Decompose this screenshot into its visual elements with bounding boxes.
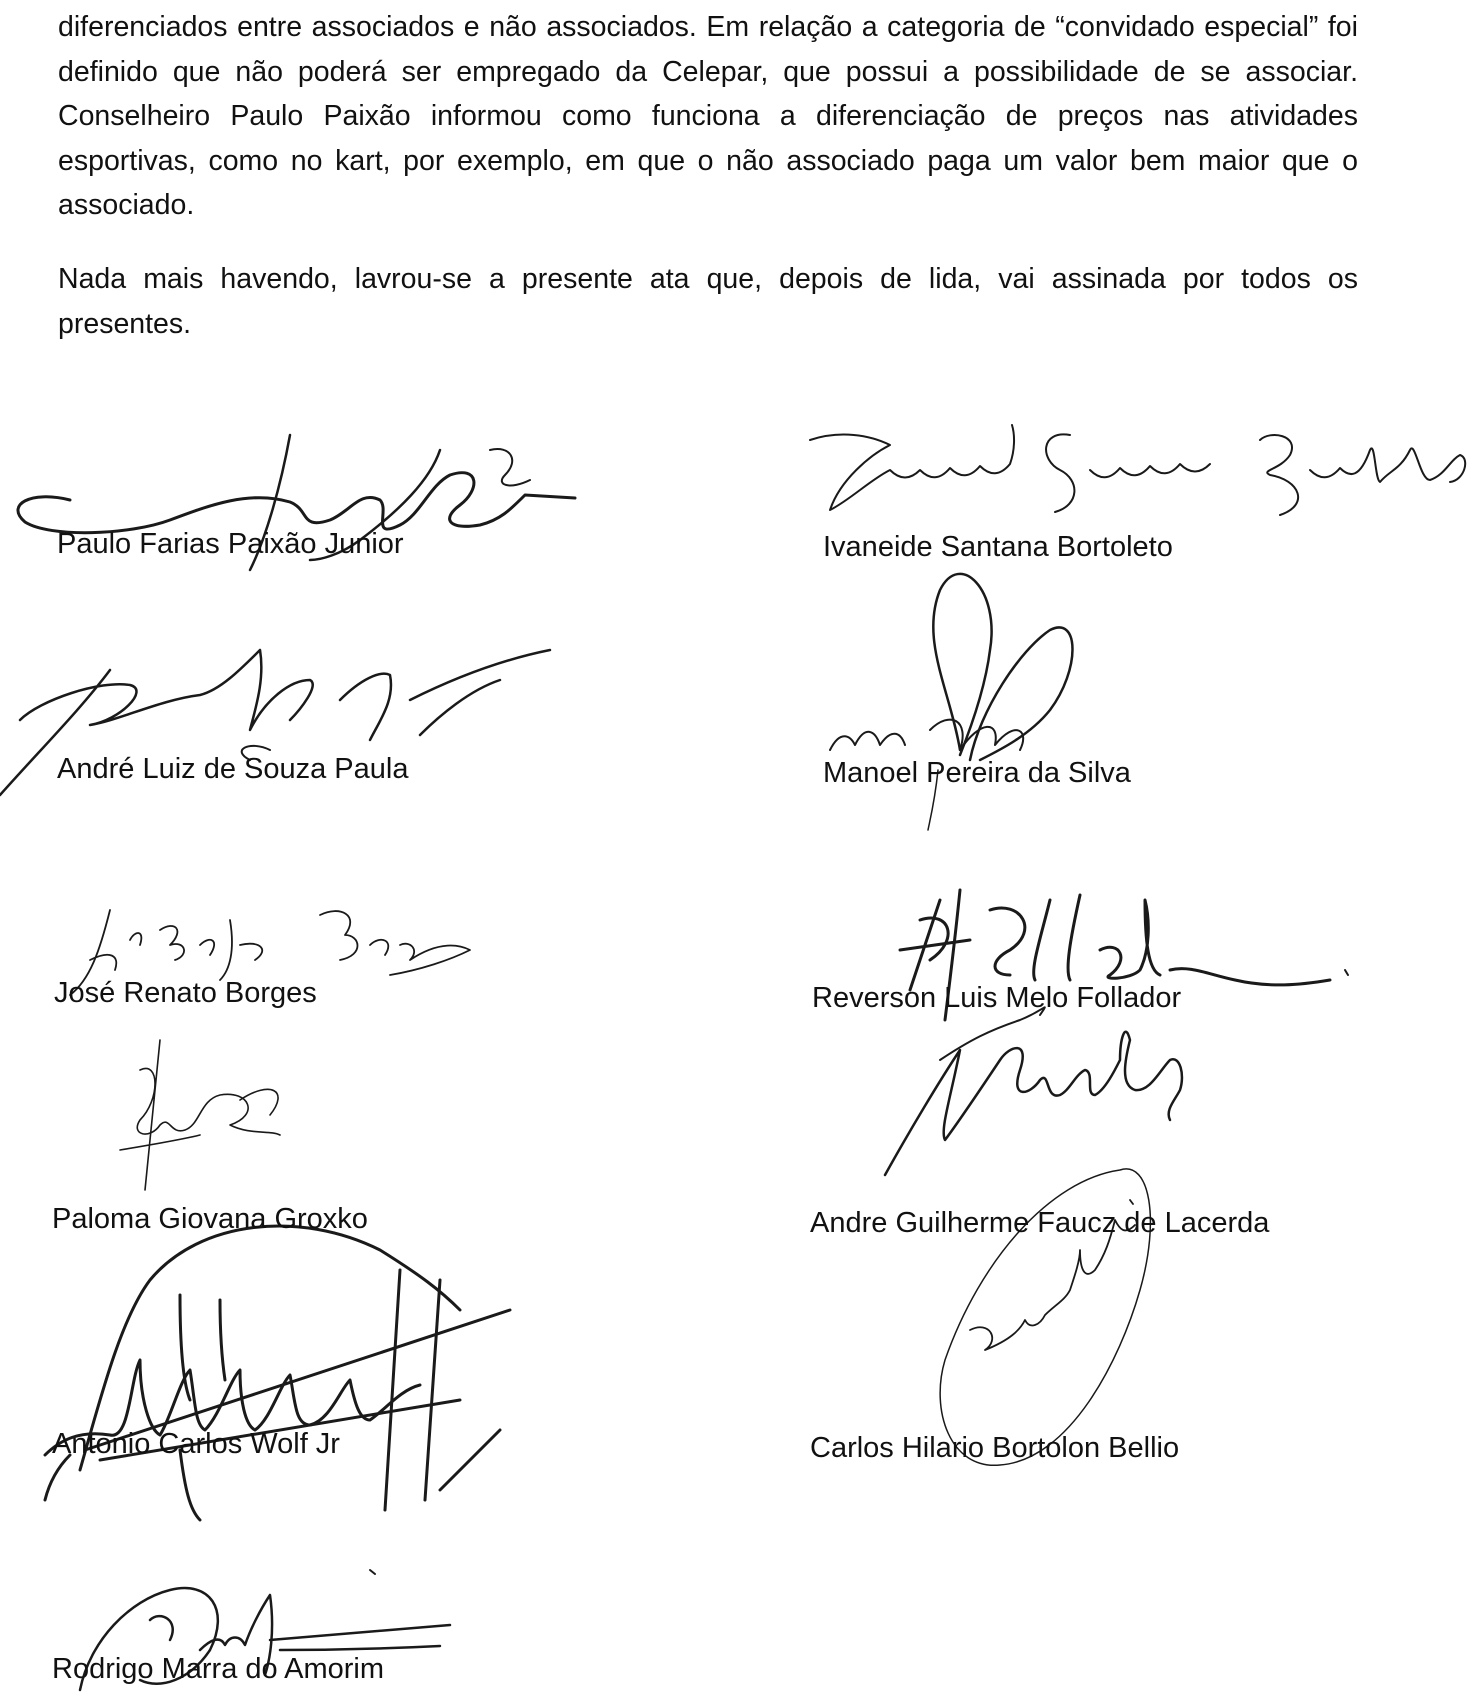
signatory-andre-lacerda: Andre Guilherme Faucz de Lacerda [810,1207,1270,1239]
signature-ivaneide-bortoleto [800,420,1475,530]
signatory-ivaneide-bortoleto: Ivaneide Santana Bortoleto [823,531,1173,563]
signatory-manoel-silva: Manoel Pereira da Silva [823,757,1131,789]
signature-antonio-wolf [40,1200,510,1520]
signatory-andre-paula: André Luiz de Souza Paula [57,753,409,785]
signatory-antonio-wolf: Antonio Carlos Wolf Jr [52,1428,340,1460]
signatory-paloma-groxko: Paloma Giovana Groxko [52,1203,368,1235]
signature-andre-lacerda [880,1000,1200,1180]
signatory-rodrigo-amorim: Rodrigo Marra do Amorim [52,1653,384,1685]
signatory-carlos-bellio: Carlos Hilario Bortolon Bellio [810,1432,1180,1464]
closing-paragraph: diferenciados entre associados e não associados. Em relação a categoria de “convidado especial” foi definido que não poderá ser empregado da Celepar, que possui a possibilidade de se associar. Conselheiro Paulo Paixão informou como funciona a diferenciação de preços nas atividades esportivas, como no kart, por exemplo, em que o não associado paga um valor bem maior que o associado. [58,11,1358,221]
signatory-paulo-paixao: Paulo Farias Paixão Junior [57,528,404,560]
signatory-jose-borges: José Renato Borges [54,977,317,1009]
final-statement: Nada mais havendo, lavrou-se a presente ata que, depois de lida, vai assinada por todos os presentes. [58,263,1358,340]
signatory-reverson-follador: Reverson Luis Melo Follador [812,982,1182,1014]
signature-paloma-groxko [100,1040,320,1190]
